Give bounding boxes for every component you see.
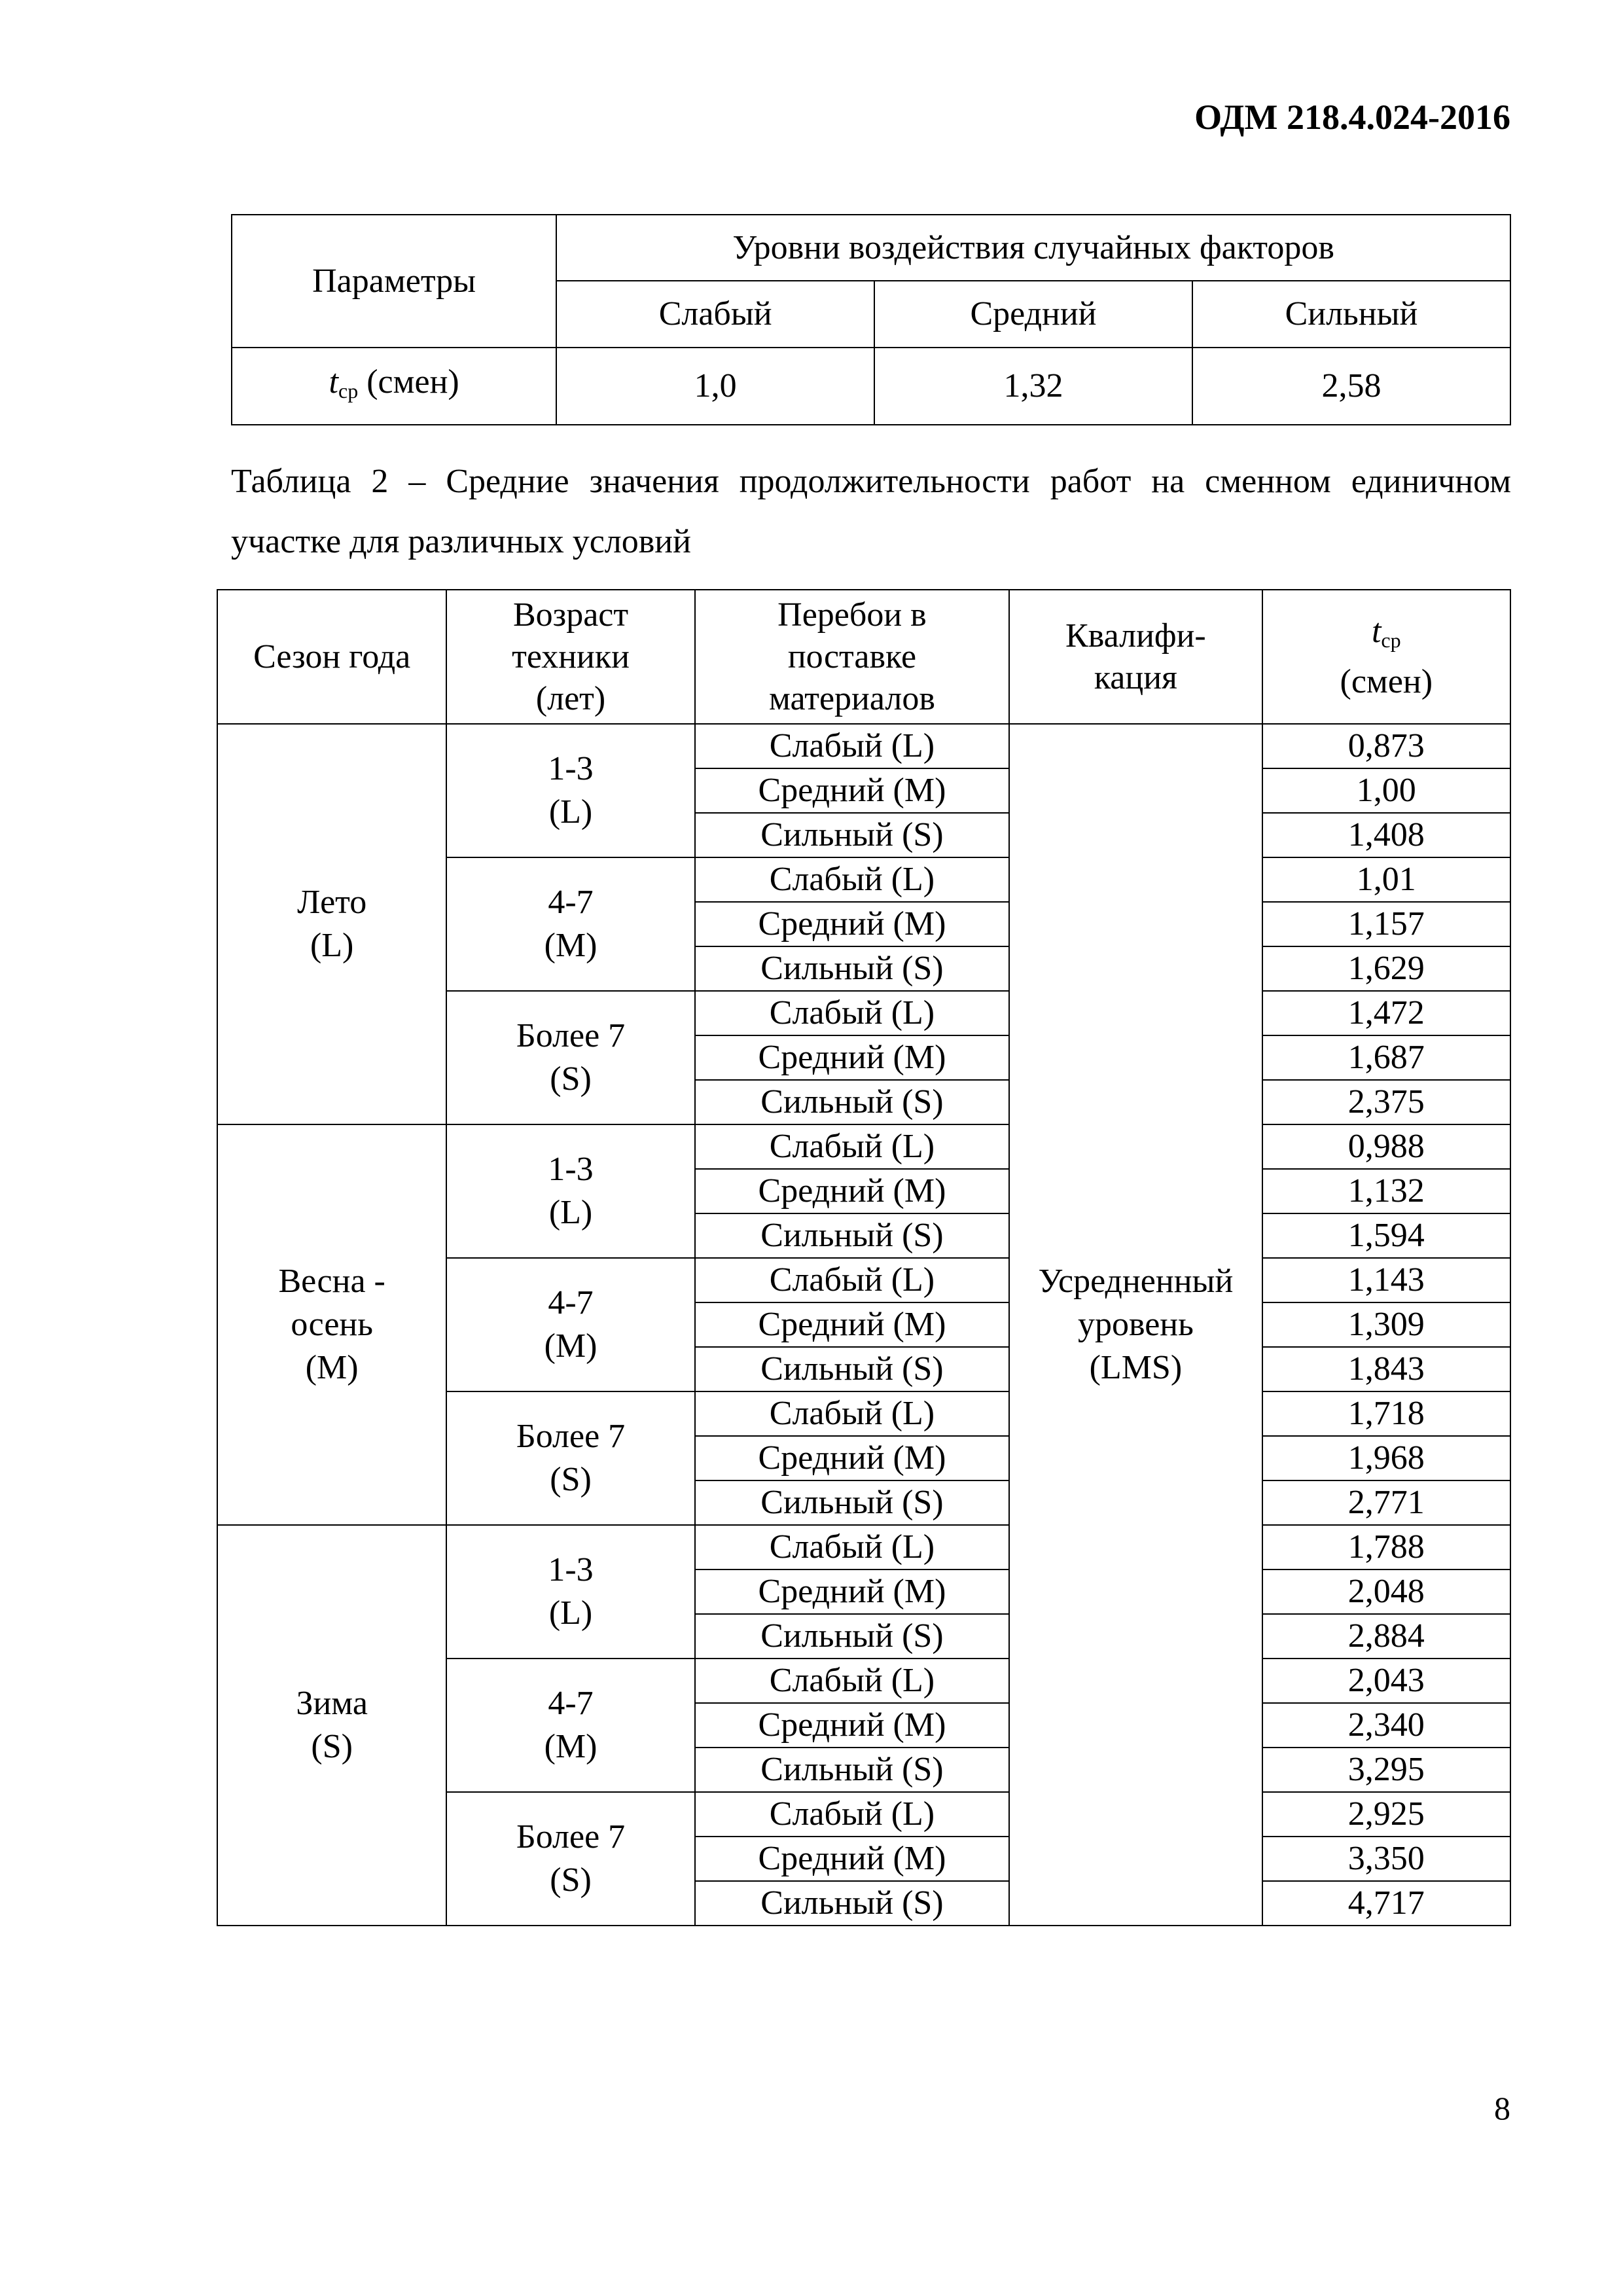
disruption-cell: Средний (M) (695, 1703, 1009, 1748)
disruption-cell: Сильный (S) (695, 1614, 1009, 1659)
age-cell: 4-7 (M) (446, 857, 694, 991)
level-weak: Слабый (556, 281, 874, 348)
disruption-cell: Средний (M) (695, 1570, 1009, 1614)
disruption-cell: Средний (M) (695, 1302, 1009, 1347)
header-season: Сезон года (217, 590, 446, 724)
age-cell: 4-7 (M) (446, 1258, 694, 1391)
table-row (217, 1124, 1510, 1169)
age-cell: 4-7 (M) (446, 1659, 694, 1792)
t-avg-value-cell: 1,788 (1262, 1525, 1510, 1570)
disruption-cell: Средний (M) (695, 902, 1009, 946)
disruption-cell: Слабый (L) (695, 1391, 1009, 1436)
t-avg-value-cell: 0,873 (1262, 724, 1510, 768)
disruption-cell: Слабый (L) (695, 1659, 1009, 1703)
disruption-cell: Средний (M) (695, 1035, 1009, 1080)
parameters-header: Параметры (232, 215, 556, 348)
disruption-cell: Сильный (S) (695, 1213, 1009, 1258)
disruption-cell: Слабый (L) (695, 1124, 1009, 1169)
t-avg-value-cell: 1,01 (1262, 857, 1510, 902)
disruption-cell: Сильный (S) (695, 813, 1009, 857)
duration-table-body (217, 724, 1510, 1926)
t-avg-value-cell: 1,00 (1262, 768, 1510, 813)
document-code: ОДМ 218.4.024-2016 (1194, 98, 1510, 137)
level-medium: Средний (874, 281, 1192, 348)
t-avg-value-cell: 2,043 (1262, 1659, 1510, 1703)
header-age: Возраст техники (лет) (446, 590, 694, 724)
t-avg-value-cell: 1,309 (1262, 1302, 1510, 1347)
season-cell: Зима (S) (217, 1525, 446, 1926)
t-avg-value-cell: 2,375 (1262, 1080, 1510, 1124)
page-number: 8 (1494, 2090, 1510, 2126)
t-avg-value-cell: 2,884 (1262, 1614, 1510, 1659)
parameters-table (231, 214, 1511, 425)
age-cell: Более 7 (S) (446, 1391, 694, 1525)
disruption-cell: Средний (M) (695, 1169, 1009, 1213)
t-avg-value-cell: 1,157 (1262, 902, 1510, 946)
disruption-cell: Слабый (L) (695, 1792, 1009, 1837)
levels-header: Уровни воздействия случайных факторов (556, 215, 1510, 281)
t-avg-value-cell: 1,629 (1262, 946, 1510, 991)
disruption-cell: Слабый (L) (695, 857, 1009, 902)
t-avg-value-cell: 1,968 (1262, 1436, 1510, 1480)
header-disruption: Перебои в поставке материалов (695, 590, 1009, 724)
disruption-cell: Сильный (S) (695, 1080, 1009, 1124)
disruption-cell: Сильный (S) (695, 1881, 1009, 1926)
t-avg-value-cell: 2,340 (1262, 1703, 1510, 1748)
duration-table (217, 589, 1511, 1926)
disruption-cell: Средний (M) (695, 1837, 1009, 1881)
header-qualification: Квалифи- кация (1009, 590, 1262, 724)
disruption-cell: Слабый (L) (695, 1258, 1009, 1302)
t-avg-value-cell: 1,408 (1262, 813, 1510, 857)
t-avg-value-cell: 0,988 (1262, 1124, 1510, 1169)
t-avg-value-cell: 1,843 (1262, 1347, 1510, 1391)
t-avg-value-cell: 1,687 (1262, 1035, 1510, 1080)
disruption-cell: Слабый (L) (695, 991, 1009, 1035)
age-cell: Более 7 (S) (446, 991, 694, 1124)
season-cell: Весна - осень (M) (217, 1124, 446, 1525)
t-avg-value-cell: 1,594 (1262, 1213, 1510, 1258)
t-avg-value-cell: 3,295 (1262, 1748, 1510, 1792)
season-cell: Лето (L) (217, 724, 446, 1124)
disruption-cell: Сильный (S) (695, 946, 1009, 991)
header-t-avg: $t_{ср}$ (смен) (1262, 590, 1510, 724)
age-cell: Более 7 (S) (446, 1792, 694, 1926)
t-avg-value-cell: 2,771 (1262, 1480, 1510, 1525)
disruption-cell: Сильный (S) (695, 1480, 1009, 1525)
disruption-cell: Средний (M) (695, 768, 1009, 813)
disruption-cell: Слабый (L) (695, 724, 1009, 768)
t-avg-weak: 1,0 (556, 348, 874, 425)
t-avg-value-cell: 1,143 (1262, 1258, 1510, 1302)
disruption-cell: Слабый (L) (695, 1525, 1009, 1570)
t-avg-value-cell: 1,472 (1262, 991, 1510, 1035)
t-avg-value-cell: 4,717 (1262, 1881, 1510, 1926)
t-avg-value-cell: 2,048 (1262, 1570, 1510, 1614)
t-avg-value-cell: 1,718 (1262, 1391, 1510, 1436)
table-row (217, 1525, 1510, 1570)
disruption-cell: Сильный (S) (695, 1347, 1009, 1391)
age-cell: 1-3 (L) (446, 1124, 694, 1258)
disruption-cell: Средний (M) (695, 1436, 1009, 1480)
t-avg-row-label: $t_{ср}$ (смен) (232, 348, 556, 425)
t-avg-value-cell: 1,132 (1262, 1169, 1510, 1213)
t-avg-value-cell: 2,925 (1262, 1792, 1510, 1837)
table-row (217, 724, 1510, 768)
t-avg-strong: 2,58 (1192, 348, 1510, 425)
age-cell: 1-3 (L) (446, 1525, 694, 1659)
qualification-cell: Усредненный уровень (LMS) (1009, 724, 1262, 1926)
level-strong: Сильный (1192, 281, 1510, 348)
t-avg-medium: 1,32 (874, 348, 1192, 425)
age-cell: 1-3 (L) (446, 724, 694, 857)
t-avg-value-cell: 3,350 (1262, 1837, 1510, 1881)
disruption-cell: Сильный (S) (695, 1748, 1009, 1792)
table-caption: Таблица 2 – Средние значения продолжительности работ на сменном единичном участке для различных условий (231, 463, 1511, 560)
